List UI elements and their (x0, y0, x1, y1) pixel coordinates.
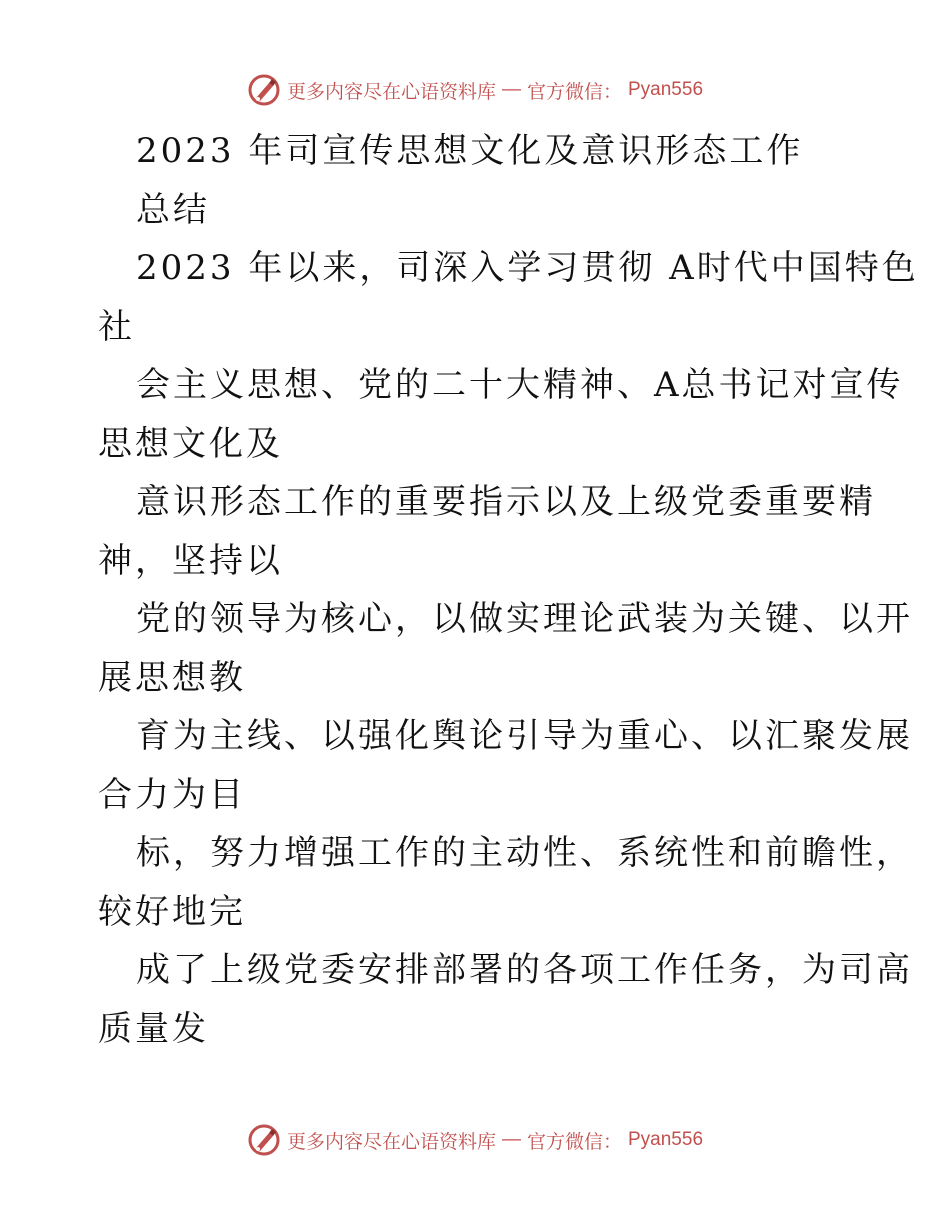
watermark-wechat-label: 官方微信： (526, 1130, 622, 1153)
paragraph-line: 展思想教 (98, 657, 246, 698)
document-title-line-2: 总结 (136, 189, 210, 230)
watermark-separator: — (501, 79, 521, 100)
pen-logo-icon (247, 73, 281, 107)
document-body (98, 122, 919, 1058)
paragraph-line: 思想文化及 (98, 423, 283, 464)
page-header-watermark (0, 70, 950, 110)
paragraph-line: 神，坚持以 (98, 540, 283, 581)
paragraph-line: 党的领导为核心，以做实理论武装为关键、以开 (136, 599, 913, 639)
paragraph-line: 会主义思想、党的二十大精神、A总书记对宣传 (136, 365, 904, 405)
watermark-wechat-id: Pyan556 (628, 1129, 704, 1150)
watermark-text: 更多内容尽在心语资料库 (286, 80, 496, 103)
document-title-line-1: 2023 年司宣传思想文化及意识形态工作 (136, 131, 804, 171)
paragraph-line: 2023 年以来，司深入学习贯彻 A时代中国特色 (136, 248, 919, 288)
watermark-separator: — (501, 1129, 521, 1150)
watermark (247, 1123, 703, 1157)
paragraph-line: 较好地完 (98, 891, 246, 932)
paragraph-line: 成了上级党委安排部署的各项工作任务，为司高 (136, 950, 913, 990)
paragraph-line: 社 (98, 306, 135, 347)
pen-logo-icon (247, 1123, 281, 1157)
page-footer-watermark (0, 1120, 950, 1160)
watermark-wechat-id: Pyan556 (628, 79, 704, 100)
paragraph-line: 质量发 (98, 1008, 209, 1049)
paragraph-line: 合力为目 (98, 774, 246, 815)
watermark (247, 73, 703, 107)
paragraph-line: 标，努力增强工作的主动性、系统性和前瞻性， (136, 833, 913, 873)
watermark-text: 更多内容尽在心语资料库 (286, 1130, 496, 1153)
paragraph-line: 意识形态工作的重要指示以及上级党委重要精 (136, 482, 876, 522)
watermark-wechat-label: 官方微信： (526, 80, 622, 103)
paragraph-line: 育为主线、以强化舆论引导为重心、以汇聚发展 (136, 716, 913, 756)
